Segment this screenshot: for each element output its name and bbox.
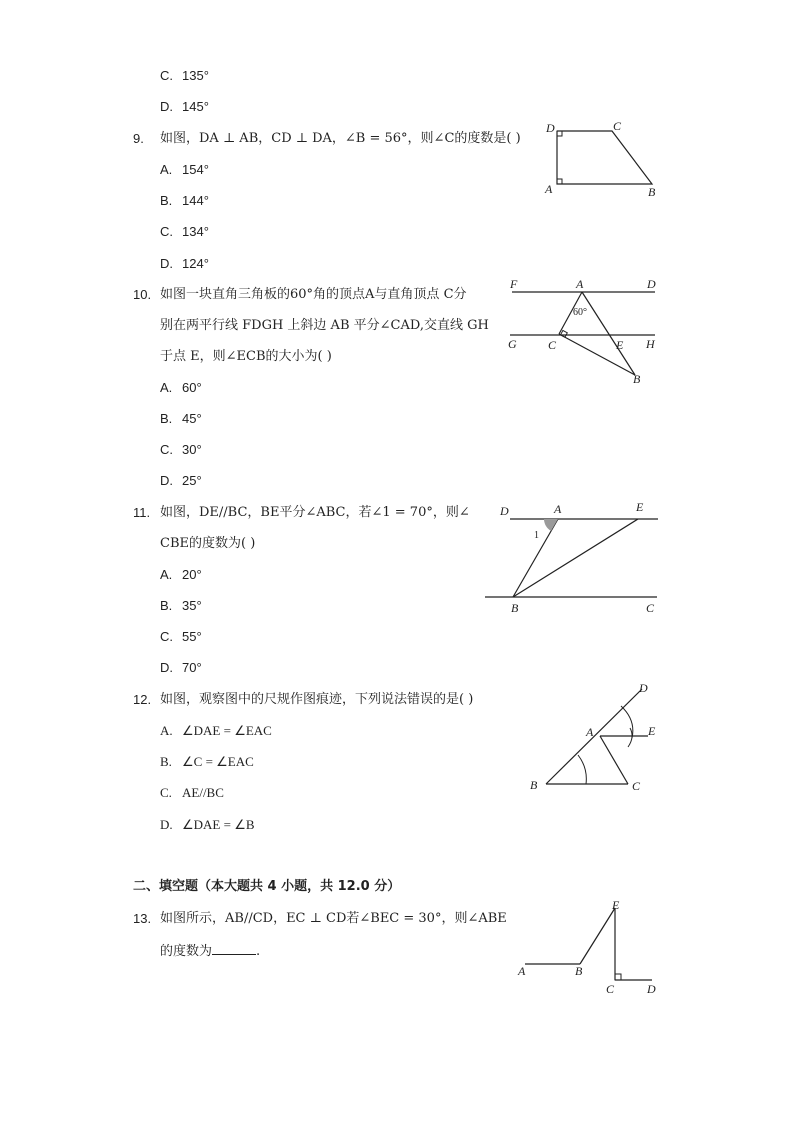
q13-stem-line2: 的度数为 .	[160, 941, 260, 961]
q10-stem-line2: 别在两平行线 FDGH 上斜边 AB 平分∠CAD,交直线 GH	[160, 318, 489, 333]
q10-figure	[500, 272, 670, 392]
q10-side-ab	[582, 292, 635, 375]
q9-stem: 如图，DA ⊥ AB，CD ⊥ DA，∠B = 56°，则∠C的度数是( )	[160, 131, 521, 146]
q11-stem-line1: 如图，DE//BC，BE平分∠ABC，若∠1 = 70°，则∠	[160, 505, 470, 520]
q10-label-d: D	[647, 277, 656, 291]
q9-option-a: A. 154°	[160, 162, 209, 177]
q13-label-e: E	[612, 898, 620, 912]
q12-option-c: C. AE//BC	[160, 785, 224, 800]
q11-label-c: C	[646, 601, 655, 615]
q10-label-e: E	[616, 338, 624, 352]
q11-stem-line2: CBE的度数为( )	[160, 536, 256, 551]
q13-label-a: A	[518, 964, 526, 978]
q12-label-b: B	[530, 778, 538, 792]
q10-side-cb	[559, 334, 635, 375]
q11-option-c: C. 55°	[160, 629, 202, 644]
q13-figure	[510, 895, 670, 1005]
q13-answer-blank[interactable]	[212, 941, 256, 955]
q12-option-a: A. ∠DAE = ∠EAC	[160, 723, 272, 738]
q9-trapezoid	[557, 131, 652, 184]
q12-label-d: D	[639, 681, 648, 695]
q13-label-b: B	[575, 964, 583, 978]
q11-figure	[480, 495, 670, 625]
q13-number: 13.	[133, 911, 152, 926]
q11-label-1: 1	[534, 530, 539, 541]
q10-option-a: A. 60°	[160, 380, 202, 395]
q12-option-d: D. ∠DAE = ∠B	[160, 817, 255, 832]
q10-number: 10.	[133, 287, 152, 302]
q10-label-h: H	[646, 337, 655, 351]
q10-label-a: A	[576, 277, 584, 291]
q9-label-b: B	[648, 185, 656, 199]
q11-option-a: A. 20°	[160, 567, 202, 582]
q12-number: 12.	[133, 692, 152, 707]
q12-stem: 如图，观察图中的尺规作图痕迹，下列说法错误的是( )	[160, 692, 474, 707]
q12-option-b: B. ∠C = ∠EAC	[160, 754, 254, 769]
q11-label-b: B	[511, 601, 519, 615]
q11-label-a: A	[554, 502, 562, 516]
q9-label-d: D	[546, 121, 555, 135]
q9-option-d: D. 124°	[160, 256, 209, 271]
q10-right-angle-c	[561, 330, 568, 337]
q13-right-angle-c	[615, 974, 621, 980]
q13-segment-be	[580, 908, 615, 964]
q10-label-f: F	[510, 277, 518, 291]
q11-option-b: B. 35°	[160, 598, 202, 613]
q10-label-g: G	[508, 337, 517, 351]
q9-right-angle-a	[557, 179, 562, 184]
q9-option-c: C. 134°	[160, 224, 209, 239]
q11-option-d: D. 70°	[160, 660, 202, 675]
q10-label-c: C	[548, 338, 557, 352]
q11-label-e: E	[636, 500, 644, 514]
q12-arc-a	[621, 706, 633, 738]
q12-figure	[520, 678, 670, 798]
q9-figure	[530, 115, 670, 205]
q11-label-d: D	[500, 504, 509, 518]
q13-label-c: C	[606, 982, 615, 996]
q10-stem-line1: 如图一块直角三角板的60°角的顶点A与直角顶点 C分	[160, 287, 467, 302]
q10-label-angle: 60°	[573, 307, 587, 318]
q10-option-d: D. 25°	[160, 473, 202, 488]
q9-right-angle-d	[557, 131, 562, 136]
q12-label-c: C	[632, 779, 641, 793]
q12-label-a: A	[586, 725, 594, 739]
section-title-fill-blank: 二、填空题（本大题共 4 小题，共 12.0 分）	[133, 879, 401, 894]
q12-label-e: E	[648, 724, 656, 738]
q12-arc-intersect	[628, 728, 632, 747]
q9-label-a: A	[545, 182, 553, 196]
q10-label-b: B	[633, 372, 641, 386]
q13-stem-line1: 如图所示，AB//CD，EC ⊥ CD若∠BEC = 30°，则∠ABE	[160, 911, 507, 926]
q9-number: 9.	[133, 131, 144, 146]
q12-arc-b	[578, 755, 586, 784]
q9-label-c: C	[613, 119, 622, 133]
q13-label-d: D	[647, 982, 656, 996]
q10-option-b: B. 45°	[160, 411, 202, 426]
q9-option-b: B. 144°	[160, 193, 209, 208]
q12-segment-ac	[600, 736, 628, 784]
q8-option-c: C. 135°	[160, 68, 209, 83]
q11-number: 11.	[133, 505, 151, 520]
q11-angle-1-mark	[544, 519, 558, 531]
q8-option-d: D. 145°	[160, 99, 209, 114]
q10-stem-line3: 于点 E，则∠ECB的大小为( )	[160, 349, 332, 364]
q10-option-c: C. 30°	[160, 442, 202, 457]
q11-segment-be	[513, 519, 638, 597]
